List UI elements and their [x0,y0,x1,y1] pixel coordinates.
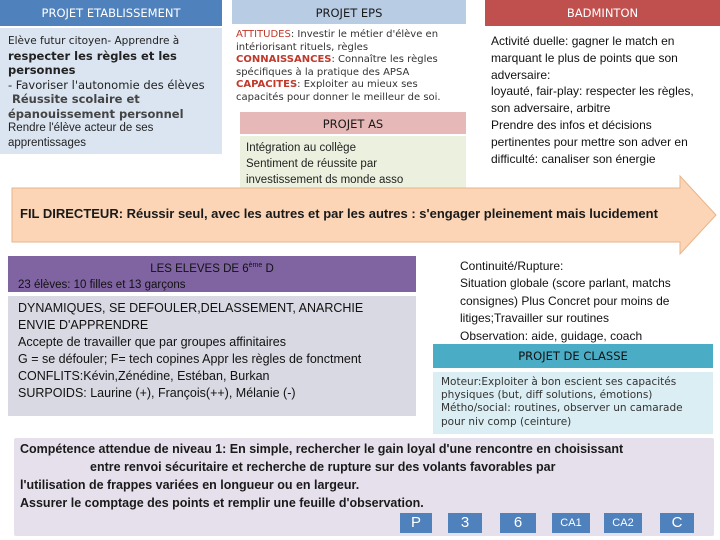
projet-as-header [240,112,466,134]
continuite-line: litiges;Travailler sur routines [460,311,609,326]
tag-c: C [660,513,694,533]
badminton-line: Prendre des infos et décisions [491,117,652,132]
etab-line-7: Rendre l'élève acteur de ses [8,122,154,134]
classe-line: Métho/social: routines, observer un camarade [441,402,683,415]
competence-line-4: Assurer le comptage des points et remplir une feuille d'observation. [20,496,424,510]
projet-classe-header [433,344,713,368]
eps-attitudes [236,29,462,54]
classe-line: pour niv comp (ceinture) [441,415,572,428]
eps-capacites [236,79,462,104]
continuite-line: Continuité/Rupture: [460,259,564,273]
eleves-header [8,256,416,292]
continuite-line: consignes) Plus Concret pour moins de [460,293,670,308]
continuite-line: Observation: aide, guidage, coach [460,328,643,343]
projet-eps-body [232,26,466,116]
eleves-line: ENVIE D'APPRENDRE [18,318,149,332]
classe-line: Moteur:Exploiter à bon escient ses capacités [441,376,677,388]
badminton-line: Activité duelle: gagner le match en [491,34,675,48]
as-line-3: investissement ds monde asso [246,174,404,186]
tag-ca2: CA2 [604,513,642,533]
eleves-line: G = se défouler; F= tech copines Appr les règles de fonctment [18,352,362,366]
eleves-line: SURPOIDS: Laurine (+), François(++), Mélanie (-) [18,386,296,400]
projet-etablissement-body [0,28,222,154]
as-line-1: Intégration au collège [246,142,356,154]
eleves-body [8,296,416,416]
eleves-line: CONFLITS:Kévin,Zénédine, Estéban, Burkan [18,369,270,383]
etab-line-5: Réussite scolaire et [12,92,140,106]
projet-as-title: PROJET AS [322,117,384,131]
etab-line-6: épanouissement personnel [8,106,184,121]
badminton-body [485,28,720,170]
etab-line-3: personnes [8,63,76,77]
fil-directeur-text: FIL DIRECTEUR: Réussir seul, avec les autres et par les autres : s'engager pleinement mais lucidement [20,206,658,221]
projet-etablissement-title: PROJET ETABLISSEMENT [41,6,181,20]
badminton-title: BADMINTON [566,6,639,20]
projet-eps-header [232,0,466,24]
eps-connaissances [236,54,462,79]
connaissances-label: CONNAISSANCES [236,54,332,66]
badminton-line: pertinentes pour mettre son adver en [491,134,688,149]
etab-line-2: respecter les règles et les [8,48,177,63]
capacites-text: : Exploiter au mieux ses capacités pour donner le meilleur de soi. [236,79,441,103]
competence-line-2: entre renvoi sécuritaire et recherche de rupture sur des volants favorables par [90,460,556,474]
as-line-2: Sentiment de réussite par [246,158,378,170]
etab-line-8: apprentissages [8,136,86,149]
eleves-title [18,258,406,277]
eleves-line: Accepte de travailler que par groupes affinitaires [18,335,286,349]
attitudes-label: ATTITUDES [236,29,291,40]
classe-line: physiques (but, diff solutions, émotions) [441,389,653,402]
eleves-line: DYNAMIQUES, SE DEFOULER,DELASSEMENT, ANARCHIE [18,301,364,315]
capacites-label: CAPACITES [236,79,298,91]
continuite-rupture [460,258,710,343]
badminton-line: adversaire: [491,67,551,82]
badminton-line: son adversaire, arbitre [491,101,611,116]
etab-line-1: Elève futur citoyen- Apprendre à [8,35,180,47]
continuite-line: Situation globale (score parlant, matchs [460,276,671,291]
competence-line-3: l'utilisation de frappes variées en longueur ou en largeur. [20,478,360,492]
eleves-title-post: D [262,262,274,275]
competence-line-1: Compétence attendue de niveau 1: En simple, rechercher le gain loyal d'une rencontre en choisissant [20,442,624,456]
tag-6: 6 [500,513,536,533]
projet-eps-title: PROJET EPS [315,6,383,20]
badminton-line: marquant le plus de points que son [491,50,678,65]
badminton-header [485,0,720,26]
etab-line-4: - Favoriser l'autonomie des élèves [8,77,205,92]
badminton-line: loyauté, fair-play: respecter les règles, [491,84,694,99]
competence-text [20,440,704,512]
projet-classe-title: PROJET DE CLASSE [518,349,628,363]
eleves-title-sup: ème [248,262,263,269]
connaissances-text: : Connaître les règles spécifiques à la pratique des APSA [236,54,438,78]
tag-p: P [400,513,432,533]
tag-3: 3 [448,513,482,533]
attitudes-text: : Investir le métier d'élève en intériorisant rituels, règles [236,29,439,53]
projet-classe-body [433,372,713,434]
tag-ca1: CA1 [552,513,590,533]
badminton-line: difficulté: canaliser son énergie [491,151,656,166]
eleves-title-pre: LES ELEVES DE 6 [150,262,249,275]
eleves-subtitle: 23 élèves: 10 filles et 13 garçons [18,278,186,291]
projet-etablissement-header [0,0,222,26]
